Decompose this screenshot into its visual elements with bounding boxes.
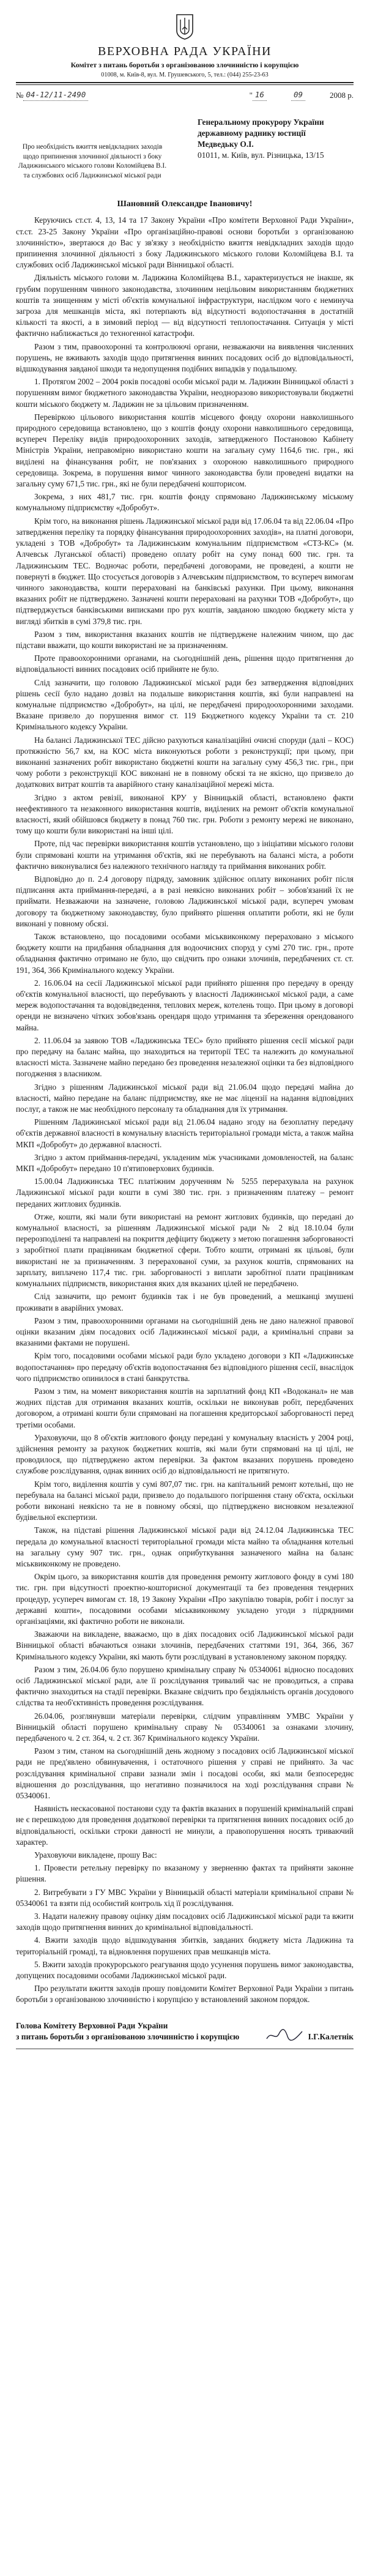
number-prefix: № (16, 91, 24, 100)
body-paragraph: Разом з тим, 26.04.06 було порушено кримінальну справу № 05340061 відносно посадових осіб Ладижинської міської ради, але її розслідування тривалий час не проводиться, а справа фактично знаходиться на стадії перевірки. Вказане свідчить про бездіяльність органів досудового слідства та необ'єктивність проведення розслідування. (16, 1664, 354, 1708)
body-paragraph: Окрім цього, за використання коштів для проведення ремонту житлового фонду в сумі 180 тис. грн. при відсутності проектно-кошторисної документації та без проведення тендерних процедур, усупереч вимогам ст. 18, 19 Закону України «Про закупівлю товарів, робіт і послуг за державні кошти», посадовими особами міськвиконкому укладено угоди з підрядними організаціями, які фактично роботи не виконали. (16, 1572, 354, 1626)
requests-list (16, 1863, 354, 1981)
date-quote: " (249, 91, 253, 100)
committee-name: Комітет з питань боротьби з організованою злочинністю і корупцією (70, 61, 299, 69)
handwritten-signature-icon (265, 2028, 303, 2042)
outgoing-number: 04-12/11-2490 (23, 89, 88, 101)
committee-address: 01008, м. Київ-8, вул. М. Грушевського, 5, тел.: (044) 255-23-63 (101, 72, 269, 78)
body-paragraph: Зважаючи на викладене, вважаємо, що в діях посадових осіб Ладижинської міської ради Вінницької області вбачаються ознаки злочинів, передбачених статтями 191, 364, 366, 367 Кримінального кодексу України, які мають бути розслідувані в установленому законом порядку. (16, 1629, 354, 1661)
body-paragraph: Разом з тим, правоохоронні та контролюючі органи, незважаючи на виявлення численних порушень, не вживають заходів щодо притягнення винних посадових осіб до відповідальності, відшкодування завданої шкоди та недопущення подібних випадків у подальшому. (16, 341, 354, 374)
body-paragraph: Ураховуючи, що 8 об'єктів житлового фонду передані у комунальну власність у 2004 році, здійснення ремонту за рахунок бюджетних коштів, які мали бути спрямовані на ці цілі, не проводилося, що підтверджено актом перевірки. За фактом вказаних порушень проведено службове розслідування, однак винних осіб до відповідальності не притягнуто. (16, 1432, 354, 1476)
request-item: 1. Провести ретельну перевірку по вказаному у зверненню фактах та прийняти законне рішення. (16, 1863, 354, 1884)
addressee-line4: 01011, м. Київ, вул. Різницька, 13/15 (198, 151, 324, 160)
body-paragraph: На балансі Ладижинської ТЕС дійсно рахуються каналізаційні очисні споруди (далі – КОС) протяжністю 56,7 км, на КОС міста виконуються роботи з реконструкції; при цьому, при виконанні зазначених робіт використано бюджетні кошти на загальну суму 456,3 тис. грн., при чому роботи з реконструкції КОС виконані не в повному обсязі та не якісно, що призвело до додаткових витрат коштів та аварійного стану каналізаційної мережі міста. (16, 735, 354, 789)
body-paragraph: Відповідно до п. 2.4 договору підряду, замовник здійснює оплату виконаних робіт після підписання акта приймання-передачі, а в разі неякісно виконаних робіт – зобов'язаний їх не приймати. Незважаючи на зазначене, головою Ладижинської міської ради, всупереч умовам договору та бюджетному законодавству, було прийнято рішення оплатити роботи, які не були виконані у повному обсязі. (16, 874, 354, 928)
body-paragraph: Слід зазначити, що ремонт будинків так і не був проведений, а мешканці змушені проживати в аварійних умовах. (16, 1292, 354, 1312)
body-paragraph: Крім того, на виконання рішень Ладижинської міської ради від 17.06.04 та від 22.06.04 «Про затвердження переліку та порядку фінансування природоохоронних заходів», на платні договори, укладені з ТОВ «Добробут» та Ладижинським комунальним підприємством «СТЗ-КС» (м. Алчевськ Луганської області) проведено оплату робіт на суму понад 600 тис. грн. та Ладижинським ТЕС. Водночас роботи, передбачені договорами, не проведені, а кошти не повернуті в бюджет. Що стосується договорів з Алчевським підприємством, то всупереч вимогам чинного законодавства, кошти перераховані на банківські рахунки. При цьому, виконання вказаних робіт не підтверджено. Зазначені кошти перераховані на рахунки ТОВ «Добробут», що підтверджується банківськими виписками про рух коштів, завданою шкодою бюджету міста у вигляді збитків в сумі 379,8 тис. грн. (16, 516, 354, 626)
body-paragraph: Разом з тим, станом на сьогоднішній день жодному з посадових осіб Ладижинської міської ради не пред'явлено обвинувачення, і остаточного рішення у справі не прийнято. За час розслідування кримінальної справи зазнали змін і посадові особи, які мали безпосереднє відношення до розслідування, що негативно позначилося на ході розслідування справи № 05340061. (16, 1746, 354, 1801)
body-paragraph: Крім того, посадовими особами міської ради було укладено договори з КП «Ладижинське водопостачання» про передачу об'єктів водопостачання без відповідного рішення сесії, внаслідок чого підприємство опинилося в стані банкрутства. (16, 1351, 354, 1383)
signatory-title-line2: з питань боротьби з організованою злочинністю і корупцією (16, 2031, 240, 2041)
body-paragraph: Згідно з актом приймання-передачі, укладеним між учасниками домовленостей, на баланс МКП «Добробут» передано 10 п'ятиповерхових будинків. (16, 1152, 354, 1174)
letterhead-emblem (16, 11, 354, 43)
body-paragraph: Також встановлено, що посадовими особами міськвиконкому перераховано з міського бюджету кошти на придбання обладнання для водоочисних споруд у сумі 270 тис. грн., проте обладнання фактично отримано не було, що свідчить про ознаки злочинів, передбачених ст. ст. 191, 364, 366 Кримінального кодексу України. (16, 932, 354, 975)
final-paragraph: Про результати вжиття заходів прошу повідомити Комітет Верховної Ради України з питань боротьби з організованою злочинністю і корупцією у встановлений законом порядок. (16, 1984, 354, 2005)
body-paragraph: Проте правоохоронними органами, на сьогоднішній день, рішення щодо притягнення до відповідальності винних посадових осіб прийняте не було. (16, 653, 354, 674)
closing-paragraph: Ураховуючи викладене, прошу Вас: (34, 1850, 157, 1860)
signatory-name: І.Г.Калетнік (308, 2031, 354, 2041)
body-paragraph: Також, на підставі рішення Ладижинської міської ради від 24.12.04 Ладижинська ТЕС передала до комунальної власності територіальної громади міста майно та обладнання котельні на загальну суму 907 тис. грн., однак оприбуткування зазначеного майна на баланс міськвиконкому не проведено. (16, 1525, 354, 1568)
trident-emblem-icon (176, 13, 194, 40)
outgoing-year: 2008 р. (330, 91, 354, 100)
subject-note: Про необхідність вжиття невідкладних заходів щодо припинення злочинної діяльності з боку Ладижинського міського голови Коломійцева В.І. та службових осіб Ладижинської міської ради (18, 143, 167, 179)
header-row (16, 117, 354, 181)
body-paragraph: Діяльність міського голови м. Ладижина Коломійцева В.І., характеризується не інакше, як грубим порушенням чинного законодавства, злочинним нецільовим використанням бюджетних коштів та знищенням у місті об'єктів комунальної інфраструктури, наслідком чого є неминуча загроза для мешканців міста, які потерпають від відсутності водопостачання в достатній кількості та якості, а в зимовий період — від відсутності теплопостачання. Ситуація у місті фактично наближається до техногенної катастрофи. (16, 273, 354, 338)
addressee-line1: Генеральному прокурору України (198, 117, 324, 127)
outgoing-month: 09 (291, 89, 305, 101)
signatory-title (16, 2020, 239, 2042)
body-paragraph: Разом з тим, використання вказаних коштів не підтверджене належним чином, що дає підстави вважати, що кошти використані не за призначенням. (16, 629, 354, 650)
body-paragraph: Слід зазначити, що головою Ладижинської міської ради без затвердження відповідних рішень сесії було надано дозвіл на подальше використання коштів, які були направлені на комунальне підприємство «Добробут», на цілі, не передбачені природоохоронними заходами. Вказане призвело до порушення вимог ст. 119 Бюджетного кодексу України та ст. 210 Кримінального кодексу України. (16, 677, 354, 732)
body-paragraph: 1. Протягом 2002 – 2004 років посадові особи міської ради м. Ладижин Вінницької області з порушенням вимог бюджетного законодавства України, неодноразово використовували бюджетні кошти міського бюджету м. Ладижин не за цільовим призначенням. (16, 377, 354, 409)
body-paragraph: Крім того, виділення коштів у сумі 807,07 тис. грн. на капітальний ремонт котельні, що не перебувала на балансі міської ради, призвело до подальшого погіршення стану об'єкта, оскільки роботи виконані неякісно та не в повному обсязі, що підтверджено висновком незалежної будівельної експертизи. (16, 1479, 354, 1522)
letterhead (16, 11, 354, 85)
addressee-line2: державному раднику юстиції (198, 128, 306, 138)
letter-body (16, 215, 354, 1801)
letterhead-rule (16, 82, 354, 85)
org-name: ВЕРХОВНА РАДА УКРАЇНИ (97, 45, 272, 58)
body-paragraph: Разом з тим, на момент використання коштів на зарплатний фонд КП «Водоканал» не мав жодних підстав для отримання вказаних коштів, оскільки не виконував робіт, передбачених договором, а отримані кошти були спрямовані на погашення кредиторської заборгованості перед третіми особами. (16, 1386, 354, 1429)
outgoing-day: 16 (253, 89, 267, 101)
request-item: 5. Вжити заходів прокурорського реагування щодо усунення порушень вимог законодавства, допущених посадовими особами Ладижинської міської ради. (16, 1959, 354, 1981)
request-item: 4. Вжити заходів щодо відшкодування збитків, завданих бюджету міста Ладижина та територіальній громаді, та відновлення порушених прав мешканців міста. (16, 1935, 354, 1956)
body-paragraph: Згідно з рішенням Ладижинської міської ради від 21.06.04 щодо передачі майна до власності, майно передане на баланс підприємству, яке не має ліцензії на надання відповідних послуг, а також не має необхідного персоналу та обладнання для їх утримання. (16, 1082, 354, 1114)
body-paragraph: 2. 16.06.04 на сесії Ладижинської міської ради прийнято рішення про передачу в оренду об'єктів комунальної власності, що перебувають у власності Ладижинської міської ради, а саме мереж водопостачання та водовідведення, теплових мереж, котелень тощо. При цьому в договорі оренди не визначено чітких зобов'язань орендаря щодо утримання та збереження орендованого майна. (16, 978, 354, 1032)
body-paragraph: 2. 11.06.04 за заявою ТОВ «Ладижинська ТЕС» було прийнято рішення сесії міської ради про передачу на баланс майна, що знаходиться на території ТЕС та належить до комунальної власності міста. Зазначене майно передано без проведення незалежної оцінки та без відповідного погодження з власником. (16, 1035, 354, 1079)
body-paragraph: Перевіркою цільового використання коштів місцевого фонду охорони навколишнього природного середовища встановлено, що з коштів фонду охорони навколишнього середовища, всупереч Переліку видів природоохоронних заходів, затвердженого Постановою Кабінету Міністрів України, неправомірно використано кошти на загальну суму 1164,6 тис. грн., які виділені на фінансування робіт, не пов'язаних з охороною навколишнього природного середовища. Зокрема, в порушення вимог чинного законодавства були проведені видатки на загальну суму 671,5 тис. грн., які не були передбачені кошторисом. (16, 412, 354, 489)
signatory-sign (265, 2028, 354, 2042)
outgoing-number-row (16, 89, 354, 101)
signatory-title-line1: Голова Комітету Верховної Ради України (16, 2020, 168, 2030)
signature-block (16, 2020, 354, 2042)
body-paragraph: Разом з тим, правоохоронними органами на сьогоднішній день не дано належної правової оцінки вказаним діям посадових осіб Ладижинської міської ради, а кримінальні справи за вказаними фактами не порушені. (16, 1316, 354, 1348)
body-paragraph: Рішенням Ладижинської міської ради від 21.06.04 надано згоду на безоплатну передачу об'єктів державної власності в комунальну власність територіальної громади міста, а також майна МКП «Добробут» до державної власності. (16, 1117, 354, 1149)
body-paragraph: Згідно з актом ревізії, виконаної КРУ у Вінницькій області, встановлено факти неефективного та незаконного використання коштів, виділених на ремонт об'єктів комунальної власності, який обійшовся бюджету в понад 760 тис. грн. Роботи з ремонту мережі не виконано, тому що кошти були використані на інші цілі. (16, 792, 354, 836)
addressee-line3: Медведьку О.І. (198, 140, 254, 149)
body-paragraph: 15.00.04 Ладижинська ТЕС платіжним дорученням № 5255 перерахувала на рахунок Ладижинської міської ради кошти в сумі 380 тис. грн. з призначенням платежу – ремонт переданих житлових будинків. (16, 1177, 354, 1208)
addressee-block (198, 117, 354, 181)
request-item: 2. Витребувати з ГУ МВС України у Вінницькій області матеріали кримінальної справи № 05340061 та взяти під особистий контроль хід її розслідування. (16, 1887, 354, 1908)
body-paragraph: Керуючись ст.ст. 4, 13, 14 та 17 Закону України «Про комітети Верховної Ради України», ст.ст. 23-25 Закону України «Про організаційно-правові основи боротьби з організованою злочинністю», звертаюся до Вас у зв'язку з необхідністю вжиття невідкладних заходів щодо припинення злочинної діяльності з боку Ладижинського міського голови Коломійцева В.І. та службових осіб Ладижинської міської ради Вінницької області. (16, 215, 354, 270)
body-paragraph: Проте, під час перевірки використання коштів установлено, що з ініціативи міського голови були спрямовані кошти на утримання об'єктів, які не перебувають на балансі міста, а роботи фактично виконувалися без належного технічного нагляду та приймання виконаних робіт. (16, 839, 354, 871)
request-item: 3. Надати належну правову оцінку діям посадових осіб Ладижинської міської ради та вжити заходів щодо притягнення винних до кримінальної відповідальності. (16, 1912, 354, 1932)
salutation: Шановний Олександре Івановичу! (117, 199, 253, 209)
body-paragraph: 26.04.06, розглянувши матеріали перевірки, слідчим управлінням УМВС України у Вінницькій області порушено кримінальну справу № 05340061 за ознаками злочину, передбаченого ч. 2 ст. 364, ч. 2 ст. 367 Кримінального кодексу України. (16, 1711, 354, 1743)
body-paragraph: Зокрема, з них 481,7 тис. грн. коштів фонду спрямовано Ладижинському міському комунальному підприємству «Добробут». (16, 492, 354, 513)
closing-paragraph: Наявність нескасованої постанови суду та фактів вказаних в порушеній кримінальній справі не є перешкодою для проведення додаткової перевірки та притягнення винних посадових осіб до відповідальності, оскільки строки давності не минули, а правопорушення носять триваючий характер. (16, 1804, 354, 1847)
closing-block (16, 1803, 354, 1861)
body-paragraph: Отже, кошти, які мали бути використані на ремонт житлових будинків, що передані до комунальної власності, за рішенням Ладижинської міської ради № 2 від 18.10.04 були перерозподілені та направлені на покриття дефіциту бюджету з метою погашення заборгованості з заробітної плати працівникам бюджетної сфери. Тобто кошти, отримані як цільові, були використані не за призначенням. З перерахованої суми, за рахунок коштів, спрямованих на зарплату, виплачено 117,4 тис. грн. заборгованості з виплати заробітної плати працівникам комунальних підприємств, використання яких для вказаних цілей не передбачено. (16, 1212, 354, 1289)
